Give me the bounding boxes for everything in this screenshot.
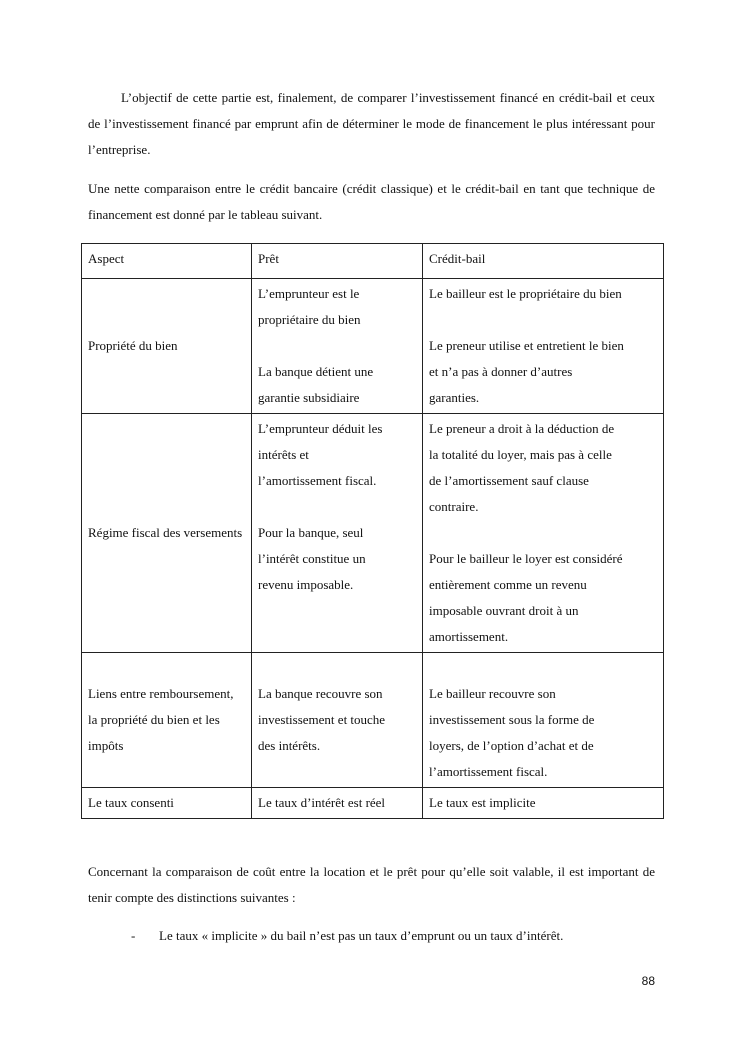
cell-line: Le preneur a droit à la déduction de xyxy=(429,421,615,436)
cell-line: garanties. xyxy=(429,390,480,405)
row-credit-bail xyxy=(423,414,664,653)
cell-line: La banque détient une xyxy=(258,364,374,379)
cell-line: intérêts et xyxy=(258,447,309,462)
row-aspect: Régime fiscal des versements xyxy=(82,414,252,653)
cell-line: investissement sous la forme de xyxy=(429,712,595,727)
row-aspect xyxy=(82,653,252,788)
table-header-row xyxy=(82,244,664,279)
table-intro-paragraph: Une nette comparaison entre le crédit bancaire (crédit classique) et le crédit-bail en tant que technique de financement est donné par le tableau suivant. xyxy=(88,181,655,222)
page-number: 88 xyxy=(641,974,655,988)
cell-line: imposable ouvrant droit à un xyxy=(429,603,579,618)
cell-line xyxy=(258,494,416,520)
row-aspect: Le taux consenti xyxy=(82,788,252,819)
cell-line: des intérêts. xyxy=(258,738,321,753)
table-row xyxy=(82,414,664,653)
bullet-text: Le taux « implicite » du bail n’est pas un taux d’emprunt ou un taux d’intérêt. xyxy=(159,928,564,943)
cell-line: entièrement comme un revenu xyxy=(429,577,587,592)
row-aspect-text: Liens entre remboursement, la propriété du bien et les impôts xyxy=(88,686,234,753)
cell-line: l’amortissement fiscal. xyxy=(429,764,548,779)
cell-line xyxy=(429,520,657,546)
table-row xyxy=(82,279,664,414)
cell-line xyxy=(258,333,416,359)
header-aspect: Aspect xyxy=(82,244,252,279)
cell-line: et n’a pas à donner d’autres xyxy=(429,364,573,379)
cell-line xyxy=(429,655,657,681)
cell-line: l’amortissement fiscal. xyxy=(258,473,377,488)
cost-comparison-paragraph: Concernant la comparaison de coût entre la location et le prêt pour qu’elle soit valable, il est important de tenir compte des distinctions suivantes : xyxy=(88,864,655,905)
row-credit-bail xyxy=(423,279,664,414)
cell-line: L’emprunteur déduit les xyxy=(258,421,383,436)
cell-line: Le bailleur est le propriétaire du bien xyxy=(429,286,622,301)
header-pret: Prêt xyxy=(252,244,423,279)
row-credit-bail xyxy=(423,653,664,788)
cell-line: La banque recouvre son xyxy=(258,686,383,701)
table-row xyxy=(82,788,664,819)
cell-line: de l’amortissement sauf clause xyxy=(429,473,589,488)
cell-line xyxy=(429,307,657,333)
intro-paragraph: L’objectif de cette partie est, finalement, de comparer l’investissement financé en crédit-bail et ceux de l’investissement financé par emprunt afin de déterminer le mode de financement le plus intéressant pour l’entreprise. xyxy=(88,90,655,157)
row-pret xyxy=(252,414,423,653)
row-aspect: Propriété du bien xyxy=(82,279,252,414)
cell-line: la totalité du loyer, mais pas à celle xyxy=(429,447,612,462)
cell-line: garantie subsidiaire xyxy=(258,390,360,405)
cell-line: Le taux est implicite xyxy=(429,795,536,810)
bullet-item xyxy=(131,923,563,949)
header-credit-bail: Crédit-bail xyxy=(423,244,664,279)
row-credit-bail xyxy=(423,788,664,819)
cell-line: Le preneur utilise et entretient le bien xyxy=(429,338,624,353)
bullet-marker: - xyxy=(131,928,136,943)
cell-line: Le bailleur recouvre son xyxy=(429,686,556,701)
cell-line: L’emprunteur est le xyxy=(258,286,360,301)
row-pret xyxy=(252,788,423,819)
cell-line: l’intérêt constitue un xyxy=(258,551,366,566)
cell-line: Pour le bailleur le loyer est considéré xyxy=(429,551,623,566)
cell-line: contraire. xyxy=(429,499,479,514)
table-row xyxy=(82,653,664,788)
cell-line: loyers, de l’option d’achat et de xyxy=(429,738,594,753)
cell-line: Le taux d’intérêt est réel xyxy=(258,795,386,810)
cell-line: amortissement. xyxy=(429,629,509,644)
cell-line: investissement et touche xyxy=(258,712,386,727)
cell-line: revenu imposable. xyxy=(258,577,354,592)
row-pret xyxy=(252,653,423,788)
row-pret xyxy=(252,279,423,414)
cell-line: Pour la banque, seul xyxy=(258,525,364,540)
cell-line: propriétaire du bien xyxy=(258,312,361,327)
cell-line xyxy=(258,655,416,681)
comparison-table xyxy=(81,243,664,819)
